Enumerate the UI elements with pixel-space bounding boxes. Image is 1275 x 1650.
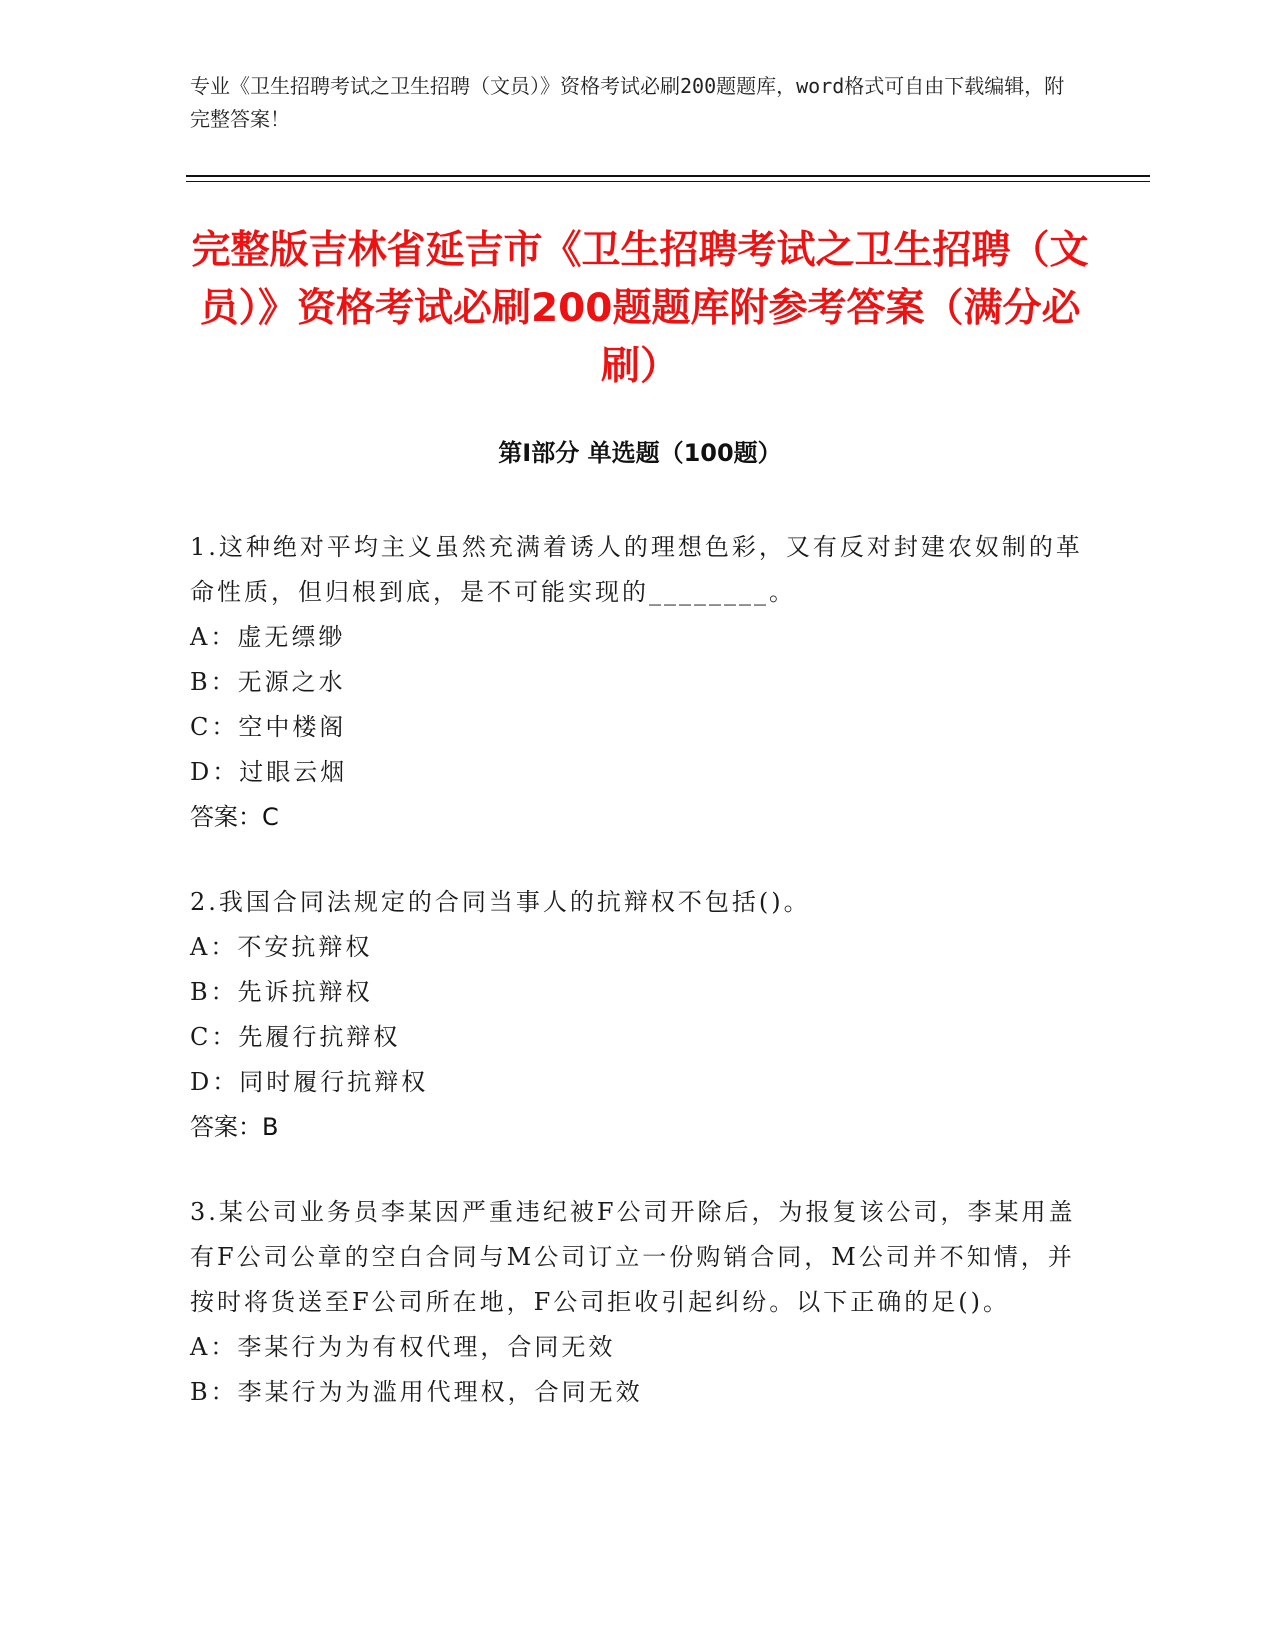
option-a: A：不安抗辩权 [190, 933, 373, 961]
document-title: 完整版吉林省延吉市《卫生招聘考试之卫生招聘（文员）》资格考试必刷200题题库附参考答案（满分必刷） [191, 228, 1089, 389]
option-b: B：先诉抗辩权 [190, 978, 373, 1006]
answer-line: 答案：C [190, 803, 279, 831]
section-heading: 第Ⅰ部分 单选题（100题） [498, 439, 782, 467]
header-note: 专业《卫生招聘考试之卫生招聘（文员）》资格考试必刷200题题库，word格式可自由下载编辑，附完整答案！ [190, 74, 1065, 131]
option-b: B：李某行为为滥用代理权，合同无效 [190, 1378, 643, 1406]
option-a: A：虚无缥缈 [190, 623, 346, 651]
question-stem: 1.这种绝对平均主义虽然充满着诱人的理想色彩，又有反对封建农奴制的革命性质，但归根到底，是不可能实现的________。 [190, 533, 1083, 606]
option-d: D：过眼云烟 [190, 758, 348, 786]
question-list [190, 525, 1090, 1455]
option-c: C：空中楼阁 [190, 713, 347, 741]
question-2 [190, 880, 1090, 1150]
header-divider-thick [186, 175, 1150, 177]
question-3 [190, 1190, 1090, 1415]
question-stem: 2.我国合同法规定的合同当事人的抗辩权不包括()。 [190, 888, 811, 916]
answer-line: 答案：B [190, 1113, 279, 1141]
option-a: A：李某行为为有权代理，合同无效 [190, 1333, 616, 1361]
option-b: B：无源之水 [190, 668, 346, 696]
option-d: D：同时履行抗辩权 [190, 1068, 429, 1096]
header-divider-thin [186, 181, 1150, 182]
option-c: C：先履行抗辩权 [190, 1023, 401, 1051]
question-1 [190, 525, 1090, 840]
question-stem: 3.某公司业务员李某因严重违纪被F公司开除后，为报复该公司，李某用盖有F公司公章的空白合同与M公司订立一份购销合同，M公司并不知情，并按时将货送至F公司所在地，F公司拒收引起纠纷。以下正确的足()。 [190, 1198, 1076, 1316]
